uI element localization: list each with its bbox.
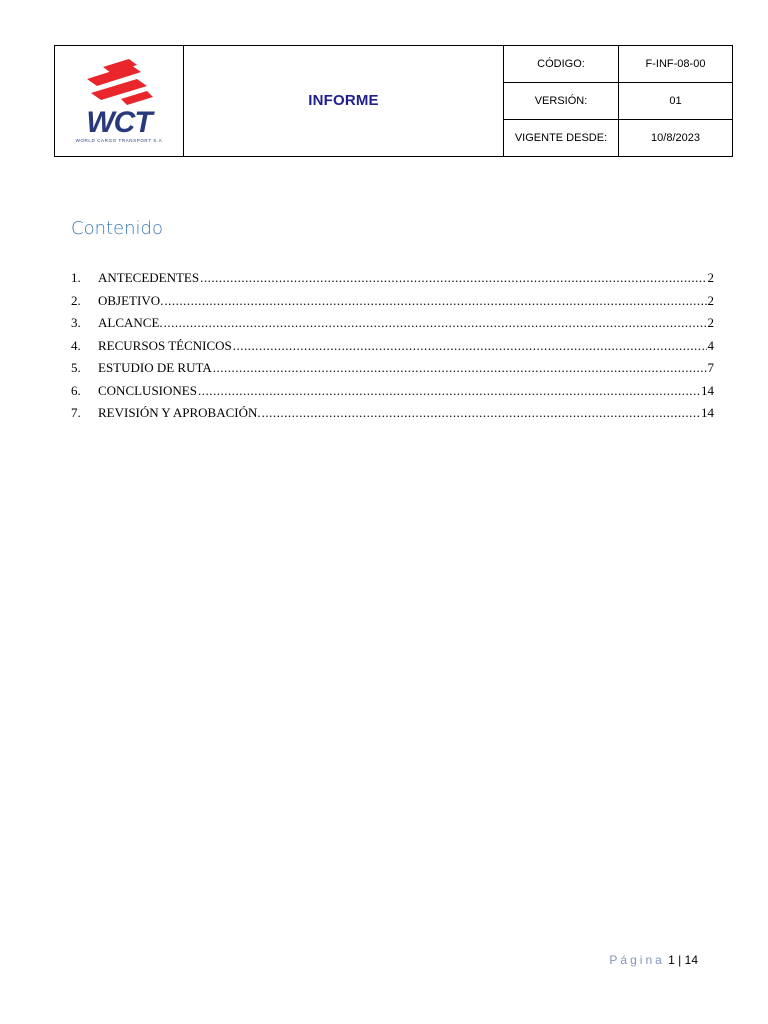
toc-entry[interactable] xyxy=(71,360,714,383)
valid-from-label: VIGENTE DESDE: xyxy=(504,120,619,157)
logo-stripes-icon xyxy=(81,59,157,107)
toc-entry-number: 1. xyxy=(71,270,81,285)
toc-heading: Contenido xyxy=(71,218,163,239)
document-title-cell xyxy=(184,46,504,157)
toc-entry[interactable] xyxy=(71,405,714,428)
footer-total-pages: 14 xyxy=(684,953,698,967)
toc-dot-leader xyxy=(164,315,707,331)
toc-entry-number: 6. xyxy=(71,382,81,398)
toc-entry-page: 14 xyxy=(701,382,714,398)
toc-entry-page: 14 xyxy=(701,405,714,420)
valid-from-value: 10/8/2023 xyxy=(619,120,733,157)
toc-entry-title: RECURSOS TÉCNICOS xyxy=(98,337,232,353)
toc-dot-leader xyxy=(164,293,706,309)
toc-entry-title: ANTECEDENTES xyxy=(98,270,200,285)
toc-dot-leader xyxy=(198,383,700,399)
toc-entry-page: 4 xyxy=(707,337,714,353)
footer-separator: | xyxy=(678,953,682,967)
toc-entry-title: OBJETIVO. xyxy=(98,292,164,308)
logo-text: WCT xyxy=(86,106,152,139)
toc-entry-number: 3. xyxy=(71,315,81,330)
toc-entry-number: 7. xyxy=(71,405,81,420)
document-header-table xyxy=(54,45,733,157)
toc-entry[interactable] xyxy=(71,270,714,293)
toc-entry-page: 2 xyxy=(707,270,714,285)
page-footer xyxy=(609,953,698,967)
toc-entry-page: 2 xyxy=(707,292,714,308)
toc-entry-number: 4. xyxy=(71,337,81,353)
table-of-contents xyxy=(71,270,714,428)
footer-current-page: 1 xyxy=(668,953,675,967)
toc-entry[interactable] xyxy=(71,383,714,406)
toc-entry-title: ALCANCE. xyxy=(98,315,163,330)
toc-entry[interactable] xyxy=(71,293,714,316)
toc-entry-title: REVISIÓN Y APROBACIÓN. xyxy=(98,405,261,420)
footer-page-word: Página xyxy=(609,953,665,967)
toc-dot-leader xyxy=(213,360,707,376)
company-logo xyxy=(55,46,183,156)
toc-entry-number: 5. xyxy=(71,360,81,375)
toc-dot-leader xyxy=(200,270,706,286)
code-value: F-INF-08-00 xyxy=(619,46,733,83)
toc-entry[interactable] xyxy=(71,338,714,361)
document-title: INFORME xyxy=(308,92,379,109)
version-value: 01 xyxy=(619,83,733,120)
toc-entry[interactable] xyxy=(71,315,714,338)
code-label: CÓDIGO: xyxy=(504,46,619,83)
version-label: VERSIÓN: xyxy=(504,83,619,120)
logo-cell xyxy=(55,46,184,157)
toc-entry-page: 2 xyxy=(707,315,714,330)
toc-entry-page: 7 xyxy=(707,360,714,375)
logo-subtitle: WORLD CARGO TRANSPORT S.A xyxy=(75,138,163,143)
toc-entry-title: ESTUDIO DE RUTA xyxy=(98,360,212,375)
toc-entry-number: 2. xyxy=(71,292,81,308)
toc-dot-leader xyxy=(262,405,700,421)
toc-dot-leader xyxy=(233,338,707,354)
toc-entry-title: CONCLUSIONES xyxy=(98,382,197,398)
